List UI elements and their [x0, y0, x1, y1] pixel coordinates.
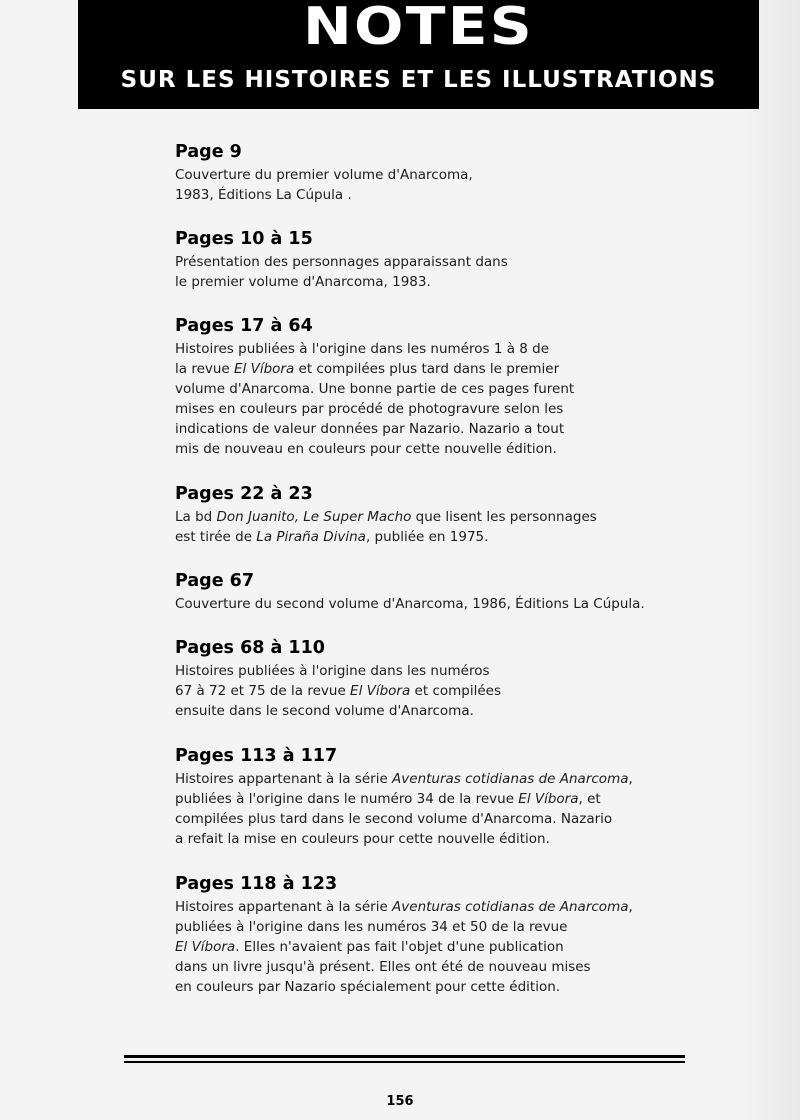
note-text: , [628, 899, 633, 915]
note-italic-text: El Víbora [234, 361, 295, 377]
note-text: Couverture du second volume d'Anarcoma, 1986, Éditions La Cúpula. [175, 596, 645, 612]
note-text: , et [578, 791, 601, 807]
note-text: . Elles n'avaient pas fait l'objet d'une publication [235, 939, 564, 955]
note-heading: Pages 10 à 15 [175, 229, 313, 249]
note-text: Histoires publiées à l'origine dans les numéros 1 à 8 de [175, 341, 550, 357]
note-body [175, 339, 574, 459]
footer-rule-thin [124, 1061, 685, 1063]
note-line [175, 977, 633, 997]
note-entry [175, 141, 473, 205]
note-text: Histoires appartenant à la série [175, 771, 393, 787]
note-line [175, 399, 574, 419]
note-text: a refait la mise en couleurs pour cette nouvelle édition. [175, 831, 550, 847]
note-text: Couverture du premier volume d'Anarcoma, [175, 167, 473, 183]
note-italic-text: La Piraña Divina [256, 529, 366, 545]
note-line [175, 379, 574, 399]
note-heading: Pages 118 à 123 [175, 874, 338, 894]
note-text: publiées à l'origine dans les numéros 34 et 50 de la revue [175, 919, 568, 935]
page-number: 156 [386, 1094, 414, 1109]
note-heading: Pages 68 à 110 [175, 638, 325, 658]
note-heading: Page 9 [175, 142, 242, 162]
note-text: Histoires publiées à l'origine dans les numéros [175, 663, 490, 679]
note-italic-text: Don Juanito, Le Super Macho [216, 509, 412, 525]
note-line [175, 507, 597, 527]
note-entry [175, 483, 597, 547]
note-line [175, 957, 633, 977]
note-body [175, 507, 597, 547]
note-line [175, 917, 633, 937]
note-text: et compilées plus tard dans le premier [294, 361, 560, 377]
note-line [175, 701, 501, 721]
note-text: volume d'Anarcoma. Une bonne partie de ces pages furent [175, 381, 575, 397]
note-text: , [628, 771, 633, 787]
note-line [175, 789, 633, 809]
note-text: mises en couleurs par procédé de photogravure selon les [175, 401, 564, 417]
note-line [175, 359, 574, 379]
note-entry [175, 637, 501, 721]
header-banner [78, 0, 759, 109]
note-text: est tirée de [175, 529, 257, 545]
page-shade [740, 0, 800, 1120]
note-body [175, 165, 473, 205]
note-italic-text: Aventuras cotidianas de Anarcoma [392, 771, 629, 787]
note-line [175, 252, 508, 272]
note-line [175, 897, 633, 917]
note-heading: Pages 22 à 23 [175, 484, 313, 504]
footer-rule [124, 1055, 685, 1058]
note-italic-text: El Víbora [175, 939, 236, 955]
note-text: ensuite dans le second volume d'Anarcoma. [175, 703, 474, 719]
note-line [175, 439, 574, 459]
page-title: NOTES [303, 0, 534, 57]
note-body [175, 769, 633, 849]
note-line [175, 661, 501, 681]
note-italic-text: El Víbora [350, 683, 411, 699]
note-body [175, 252, 508, 292]
note-text: en couleurs par Nazario spécialement pour cette édition. [175, 979, 561, 995]
note-line [175, 769, 633, 789]
note-line [175, 419, 574, 439]
note-text: que lisent les personnages [411, 509, 597, 525]
note-italic-text: Aventuras cotidianas de Anarcoma [392, 899, 629, 915]
note-text: publiées à l'origine dans le numéro 34 de la revue [175, 791, 519, 807]
note-body [175, 897, 633, 997]
note-heading: Pages 113 à 117 [175, 746, 338, 766]
note-entry [175, 873, 633, 997]
note-text: compilées plus tard dans le second volume d'Anarcoma. Nazario [175, 811, 613, 827]
note-line [175, 681, 501, 701]
note-text: 67 à 72 et 75 de la revue [175, 683, 351, 699]
note-text: mis de nouveau en couleurs pour cette nouvelle édition. [175, 441, 557, 457]
note-body [175, 661, 501, 721]
note-entry [175, 315, 574, 459]
note-heading: Page 67 [175, 571, 255, 591]
note-italic-text: El Víbora [518, 791, 579, 807]
note-line [175, 937, 633, 957]
note-entry [175, 570, 645, 614]
note-text: la revue [175, 361, 235, 377]
note-line [175, 339, 574, 359]
note-line [175, 809, 633, 829]
note-line [175, 594, 645, 614]
note-body [175, 594, 645, 614]
note-line [175, 527, 597, 547]
note-heading: Pages 17 à 64 [175, 316, 313, 336]
note-text: Histoires appartenant à la série [175, 899, 393, 915]
note-text: , publiée en 1975. [365, 529, 489, 545]
note-line [175, 185, 473, 205]
note-text: La bd [175, 509, 217, 525]
note-line [175, 272, 508, 292]
note-line [175, 829, 633, 849]
note-text: dans un livre jusqu'à présent. Elles ont été de nouveau mises [175, 959, 591, 975]
page-subtitle: SUR LES HISTOIRES ET LES ILLUSTRATIONS [120, 67, 717, 93]
note-text: Présentation des personnages apparaissant dans [175, 254, 508, 270]
note-text: indications de valeur données par Nazario. Nazario a tout [175, 421, 565, 437]
note-entry [175, 228, 508, 292]
note-entry [175, 745, 633, 849]
note-text: 1983, Éditions La Cúpula . [175, 187, 352, 203]
note-line [175, 165, 473, 185]
note-text: le premier volume d'Anarcoma, 1983. [175, 274, 431, 290]
note-text: et compilées [410, 683, 501, 699]
